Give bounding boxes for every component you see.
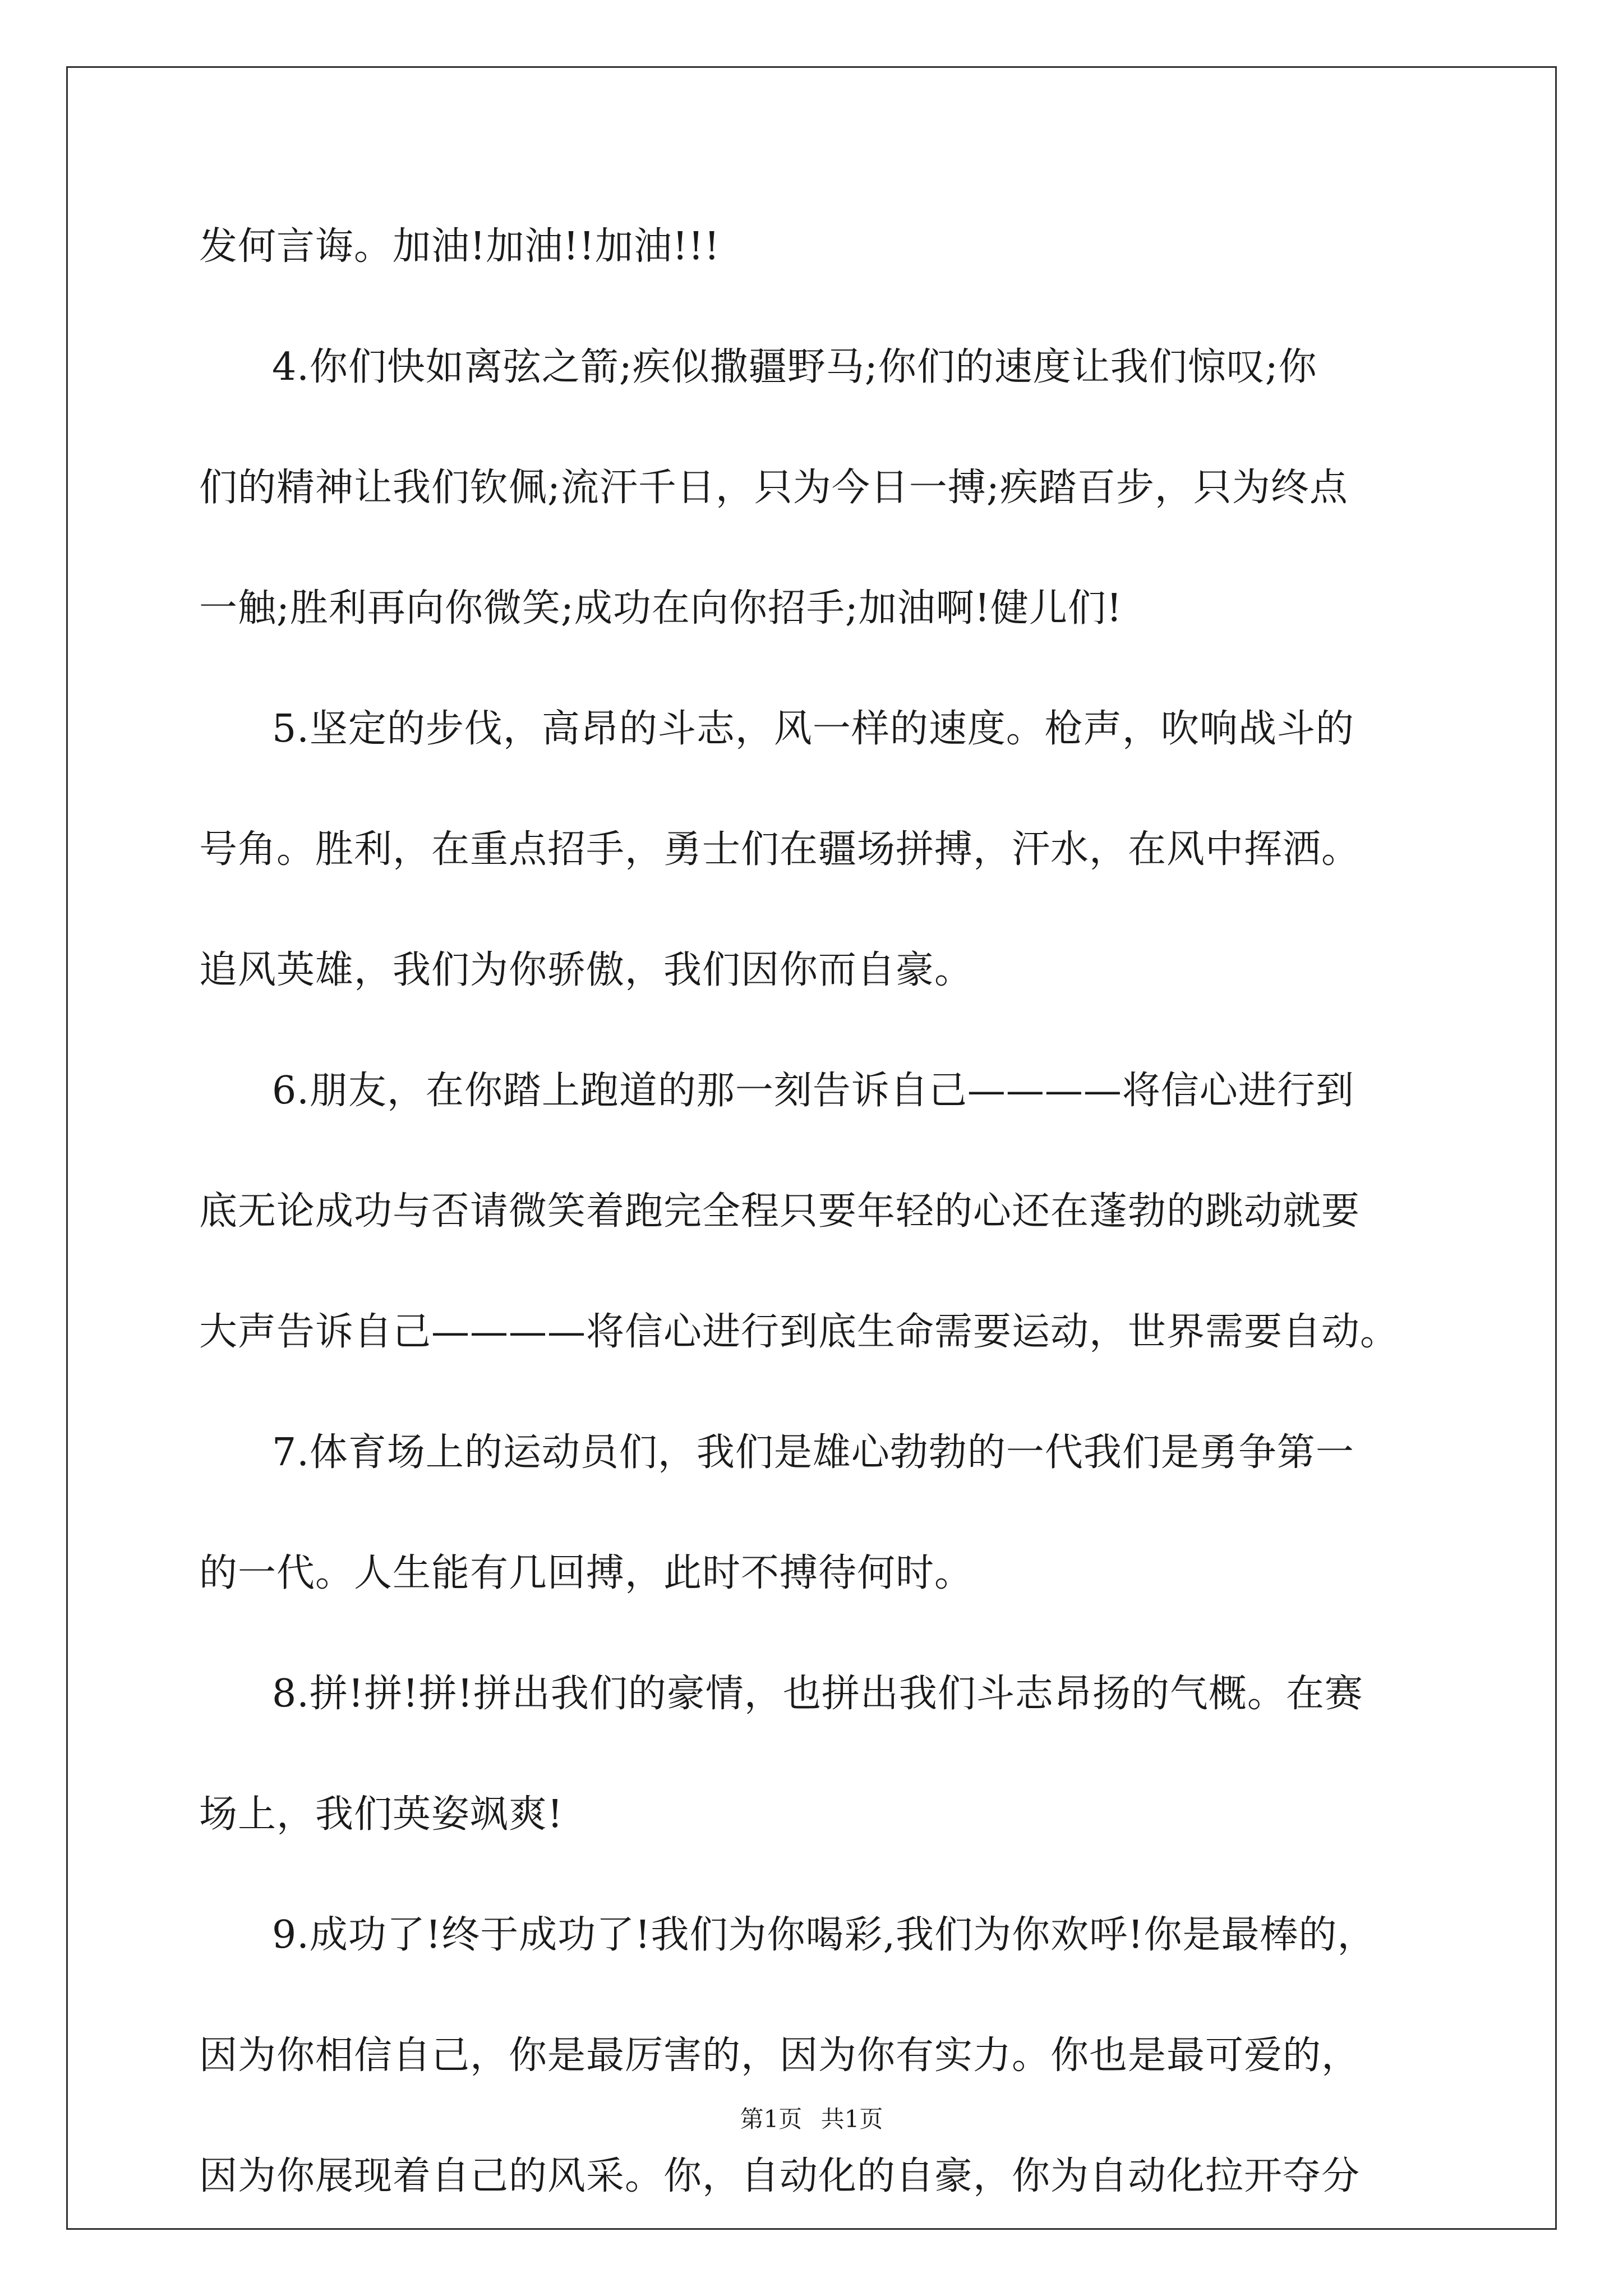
text-line-15: 9.成功了!终于成功了!我们为你喝彩,我们为你欢呼!你是最棒的， — [272, 1913, 1376, 1957]
text-line-6: 号角。胜利，在重点招手，勇士们在疆场拼搏，汗水，在风中挥洒。 — [199, 827, 1361, 872]
text-line-13: 8.拼!拼!拼!拼出我们的豪情，也拼出我们斗志昂扬的气概。在赛 — [272, 1672, 1363, 1716]
text-line-7: 追风英雄，我们为你骄傲，我们因你而自豪。 — [199, 948, 974, 992]
text-line-9: 底无论成功与否请微笑着跑完全程只要年轻的心还在蓬勃的跳动就要 — [199, 1189, 1361, 1234]
text-line-14: 场上，我们英姿飒爽! — [199, 1792, 564, 1837]
text-line-11: 7.体育场上的运动员们，我们是雄心勃勃的一代我们是勇争第一 — [272, 1430, 1354, 1475]
text-line-2: 4.你们快如离弦之箭;疾似撒疆野马;你们的速度让我们惊叹;你 — [272, 345, 1317, 389]
text-line-8: 6.朋友，在你踏上跑道的那一刻告诉自己————将信心进行到 — [272, 1069, 1354, 1113]
text-line-10: 大声告诉自己————将信心进行到底生命需要运动，世界需要自动。 — [199, 1310, 1399, 1354]
page-number-total: 共1页 — [820, 2105, 883, 2133]
text-line-4: 一触;胜利再向你微笑;成功在向你招手;加油啊!健儿们! — [199, 586, 1123, 631]
text-line-1: 发何言诲。加油!加油!!加油!!! — [199, 224, 720, 269]
text-line-16: 因为你相信自己，你是最厉害的，因为你有实力。你也是最可爱的， — [199, 2033, 1361, 2078]
text-line-12: 的一代。人生能有几回搏，此时不搏待何时。 — [199, 1551, 974, 1595]
page-footer — [0, 2102, 1623, 2136]
text-line-3: 们的精神让我们钦佩;流汗千日，只为今日一搏;疾踏百步，只为终点 — [199, 466, 1348, 510]
page-number-current: 第1页 — [740, 2105, 803, 2133]
text-line-17: 因为你展现着自己的风采。你，自动化的自豪，你为自动化拉开夺分 — [199, 2154, 1361, 2198]
text-line-5: 5.坚定的步伐，高昂的斗志，风一样的速度。枪声，吹响战斗的 — [272, 707, 1354, 751]
document-body — [199, 213, 1436, 2263]
